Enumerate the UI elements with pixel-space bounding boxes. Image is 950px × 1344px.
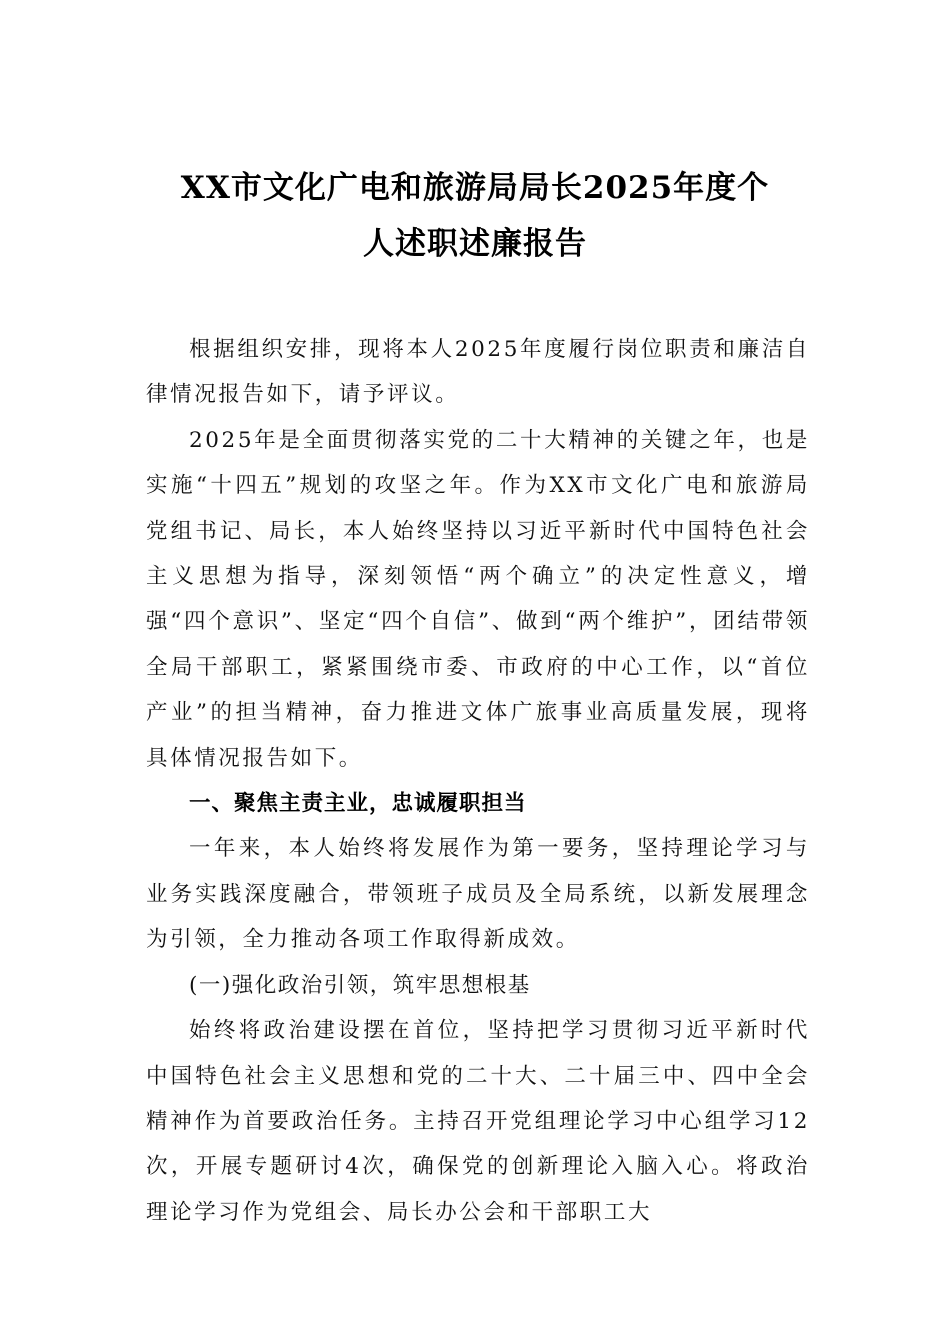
section-1-intro: 一年来，本人始终将发展作为第一要务，坚持理论学习与业务实践深度融合，带领班子成员及全局系统，以新发展理念为引领，全力推动各项工作取得新成效。: [146, 836, 810, 953]
background-paragraph: 2025年是全面贯彻落实党的二十大精神的关键之年，也是实施“十四五”规划的攻坚之年。作为XX市文化广电和旅游局党组书记、局长，本人始终坚持以习近平新时代中国特色社会主义思想为指导，深刻领悟“两个确立”的决定性意义，增强“四个意识”、坚定“四个自信”、做到“两个维护”，团结带领全局干部职工，紧紧围绕市委、市政府的中心工作，以“首位产业”的担当精神，奋力推进文体广旅事业高质量发展，现将具体情况报告如下。: [146, 427, 810, 771]
document-title: [120, 160, 830, 272]
subsection-1-heading: (一)强化政治引领，筑牢思想根基: [189, 972, 531, 998]
section-1-heading: 一、聚焦主责主业，忠诚履职担当: [189, 791, 527, 817]
document-body: [146, 327, 810, 1235]
subsection-1-text: 始终将政治建设摆在首位，坚持把学习贯彻习近平新时代中国特色社会主义思想和党的二十大、二十届三中、四中全会精神作为首要政治任务。主持召开党组理论学习中心组学习12次，开展专题研讨4次，确保党的创新理论入脑入心。将政治理论学习作为党组会、局长办公会和干部职工大: [146, 1018, 810, 1225]
title-line-1: XX市文化广电和旅游局局长2025年度个: [180, 170, 770, 206]
intro-paragraph: 根据组织安排，现将本人2025年度履行岗位职责和廉洁自律情况报告如下，请予评议。: [146, 337, 810, 408]
title-line-2: 人述职述廉报告: [363, 226, 587, 262]
